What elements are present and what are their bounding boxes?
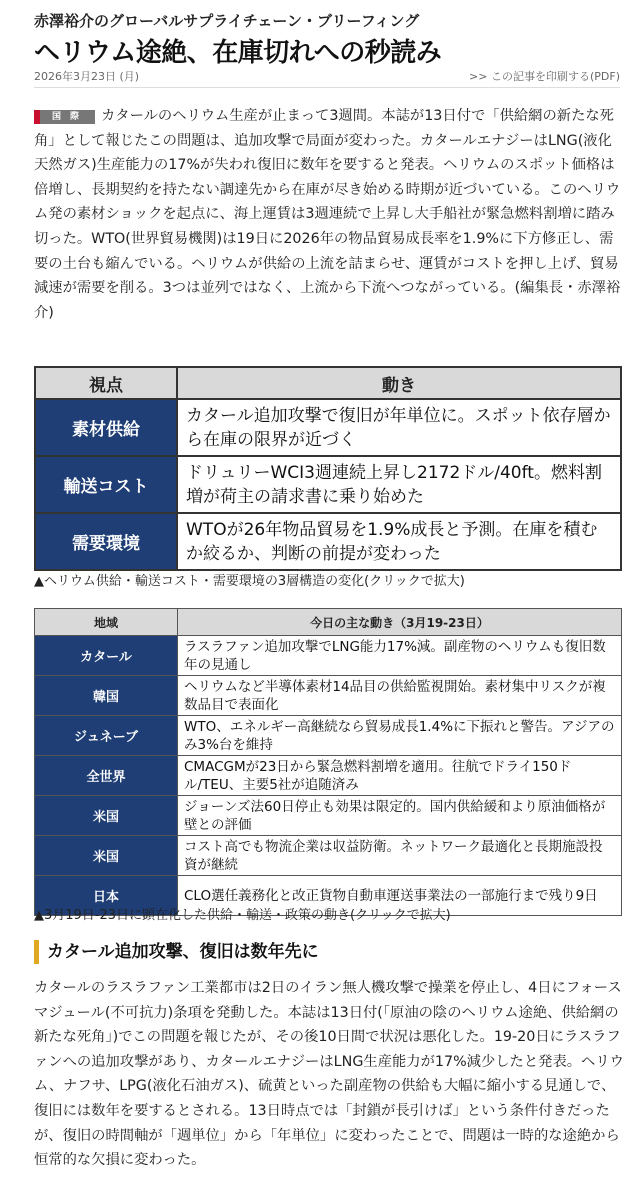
regional-moves-table[interactable] [34,608,622,916]
table1-header-movement: 動き [177,367,621,399]
table-row [35,456,621,513]
row-key: 素材供給 [35,399,177,456]
row-key: 韓国 [35,676,178,716]
row-value: WTO、エネルギー高継続なら貿易成長1.4%に下振れと警告。アジアのみ3%台を維持 [178,716,622,756]
table-row [35,513,621,570]
category-badge: 国 際 [34,110,95,124]
header-divider [34,87,620,88]
row-key: 需要環境 [35,513,177,570]
series-title: 赤澤裕介のグローバルサプライチェーン・ブリーフィング [34,12,420,30]
lead-text: カタールのヘリウム生産が止まって3週間。本誌が13日付で「供給網の新たな死角」として報じたこの問題は、追加攻撃で局面が変わった。カタールエナジーはLNG(液化天然ガス)生産能力の17%が失われ復旧に数年を要すると発表。ヘリウムのスポット価格は倍増し、長期契約を持たない調達先から在庫が尽き始める時期が近づいている。このヘリウム発の素材ショックを起点に、海上運賃は3週連続で上昇し大手船社が緊急燃料割増に踏み切った。WTO(世界貿易機関)は19日に2026年の物品貿易成長率を1.9%に下方修正し、需要の土台も縮んでいる。ヘリウムが供給の上流を詰まらせ、運賃がコストを押し上げ、貿易減速が需要を削る。3つは並列ではなく、上流から下流へつながっている。(編集長・赤澤裕介) [34,108,621,321]
row-key: ジュネーブ [35,716,178,756]
section-body: カタールのラスラファン工業都市は2日のイラン無人機攻撃で操業を停止し、4日にフォースマジュール(不可抗力)条項を発動した。本誌は13日付(「原油の陰のヘリウム途絶、供給網の新たな死角」)でこの問題を報じたが、その後10日間で状況は悪化した。19-20日にラスラファンへの追加攻撃があり、カタールエナジーはLNG生産能力が17%減少したと発表。ヘリウム、ナフサ、LPG(液化石油ガス)、硫黄といった副産物の供給も大幅に縮小する見通しで、復旧には数年を要するとされる。13日時点では「封鎖が長引けば」という条件付きだったが、復旧の時間軸が「週単位」から「年単位」に変わったことで、問題は一時的な途絶から恒常的な欠損に変わった。 [34,980,624,1169]
table-row [35,716,622,756]
table-row [35,836,622,876]
row-value: ラスラファン追加攻撃でLNG能力17%減。副産物のヘリウムも復旧数年の見通し [178,636,622,676]
row-key: 全世界 [35,756,178,796]
publish-date: 2026年3月23日 (月) [34,70,140,83]
article-title: ヘリウム途絶、在庫切れへの秒読み [34,38,442,68]
row-key: カタール [35,636,178,676]
row-key: 輸送コスト [35,456,177,513]
table-row [35,676,622,716]
row-value: CLO選任義務化と改正貨物自動車運送事業法の一部施行まで残り9日 [178,876,622,916]
row-value: カタール追加攻撃で復旧が年単位に。スポット依存層から在庫の限界が近づく [177,399,621,456]
table2-caption[interactable]: ▲3月19日-23日に顕在化した供給・輸送・政策の動き(クリックで拡大) [34,908,451,923]
table2-header-region: 地域 [35,609,178,636]
row-value: ジョーンズ法60日停止も効果は限定的。国内供給緩和より原油価格が壁との評価 [178,796,622,836]
row-value: CMACGMが23日から緊急燃料割増を適用。往航でドライ150ドル/TEU、主要5社が追随済み [178,756,622,796]
row-value: WTOが26年物品貿易を1.9%成長と予測。在庫を積むか絞るか、判断の前提が変わった [177,513,621,570]
table1-caption[interactable]: ▲ヘリウム供給・輸送コスト・需要環境の3層構造の変化(クリックで拡大) [34,574,465,589]
row-value: コスト高でも物流企業は収益防衛。ネットワーク最適化と長期施設投資が継続 [178,836,622,876]
table-row [35,636,622,676]
table-row [35,756,622,796]
row-key: 米国 [35,836,178,876]
row-value: ヘリウムなど半導体素材14品目の供給監視開始。素材集中リスクが複数品目で表面化 [178,676,622,716]
row-key: 日本 [35,876,178,916]
lead-paragraph [34,104,624,325]
three-layer-table[interactable] [34,366,622,571]
table-row [35,399,621,456]
table-row [35,796,622,836]
table1-header-viewpoint: 視点 [35,367,177,399]
row-key: 米国 [35,796,178,836]
table2-header-moves: 今日の主な動き（3月19-23日） [178,609,622,636]
print-pdf-link[interactable]: >> この記事を印刷する(PDF) [469,70,620,83]
row-value: ドリュリーWCI3週連続上昇し2172ドル/40ft。燃料割増が荷主の請求書に乗り始めた [177,456,621,513]
section-heading: カタール追加攻撃、復旧は数年先に [34,940,319,964]
